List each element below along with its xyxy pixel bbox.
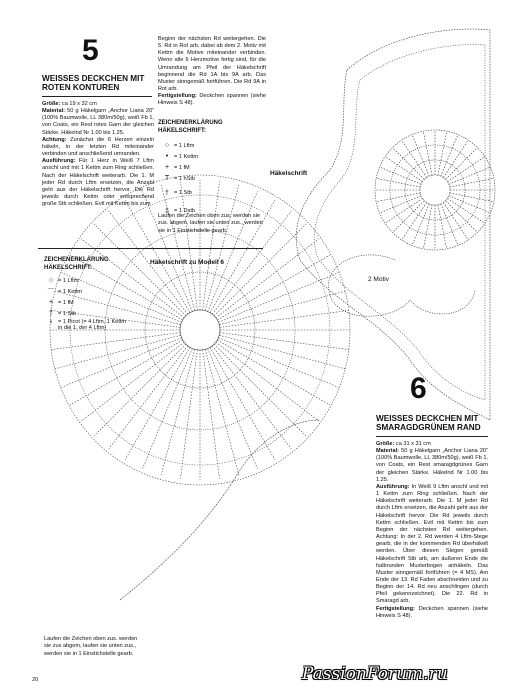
model5-legend-title: ZEICHENERKLÄRUNG HÄKELSCHRIFT:: [158, 120, 223, 134]
material-value: 50 g Häkelgarn „Anchor Liana 20“ (100% Baumwolle, LL 380m/50g), weiß Fb 1, von Coats, ein Rest rotes Garn der gleichen Stärke. Häkelnd Nr 1.00 bis 1.25.: [42, 108, 154, 136]
legend-label: = 1 Stb: [58, 310, 76, 317]
chart-spoke: [210, 347, 275, 460]
model5-instructions: [42, 101, 154, 208]
chart-spoke: [447, 157, 484, 182]
chart-spoke: [180, 350, 197, 479]
chart-spoke: [125, 347, 190, 460]
chart-spoke: [380, 167, 422, 184]
chart-spoke: [446, 201, 478, 233]
legend-label: = 1 Lftm: [58, 277, 79, 284]
material-label: Material:: [376, 448, 400, 455]
finish-value: Deckchen spannen (siehe Hinweis S 48).: [376, 605, 488, 619]
chart-spoke: [109, 346, 188, 449]
chart-spoke: [143, 348, 193, 468]
size-label: Größe:: [376, 441, 395, 447]
chart-spoke: [385, 198, 422, 223]
chart-spoke: [220, 310, 349, 327]
legend-label: = 1 Kettm: [58, 288, 83, 295]
legend-item: [160, 162, 260, 173]
legend-item: [160, 184, 260, 202]
hstb-icon: T: [164, 175, 170, 182]
finish-label: Fertigstellung:: [376, 605, 415, 612]
chart-spoke: [393, 201, 425, 233]
legend-label: = 1 Picot (= 4 Lftm, 1 Kettm in die 1. der 4 Lftm): [58, 319, 127, 331]
kettm-icon: •: [165, 153, 169, 160]
exec-label: Ausführung:: [376, 483, 410, 490]
legend-item: [160, 140, 260, 151]
legend-label: = 1 fM: [174, 164, 190, 171]
model5-instructions-cont: [158, 36, 266, 108]
divider: [376, 436, 488, 437]
picot-icon: ♀: [48, 319, 54, 326]
size-label: Größe:: [42, 101, 61, 107]
chart-spoke: [412, 204, 429, 246]
dstb-icon: ‡: [165, 207, 169, 215]
cont-text: Beginn der nächsten Rd weitergehen. Die 5. Rd in Rot arb, dabei ab dem 2. Motiv mit Kettm die Motive miteinander verbinden. Wenn alle 6 Herzmotive fertig sind, für die Umrandung am Pfeil der Häkelschrift beginnend die Rd 1A bis 9A arb. Das Muster sinngemäß fortführen. Die Rd 9A in Rot arb.: [158, 36, 266, 93]
model5-read-note: Laufen die Zeichen oben zus. werden sie zus. abgem, laufen sie unten zus., werden sie in 1 Einstichstelle gearb.: [158, 213, 263, 234]
lftm-icon: ○: [164, 142, 170, 149]
chart-spoke: [450, 193, 494, 202]
chart-spoke: [443, 202, 468, 239]
chart-spoke: [203, 350, 220, 479]
model5-number: 5: [82, 34, 99, 67]
chart-spoke: [70, 340, 183, 405]
model6-chart-label: Häkelschrift zu Modell 6: [150, 259, 225, 266]
watermark: PassionForum.ru: [302, 664, 448, 684]
finish-value: Deckchen spannen (siehe Hinweis S 48).: [158, 93, 266, 107]
chart-spoke: [214, 344, 306, 436]
model6-legend: [44, 275, 139, 349]
material-label: Material:: [42, 108, 66, 115]
legend-label: = 1 fM: [58, 299, 74, 306]
chart-spoke: [214, 224, 306, 316]
note-value: Zunächst die 6 Herzen einzeln häkeln, in der letzten Rd miteinander verbinden und anschließend umranden.: [42, 136, 154, 158]
legend-item: [44, 308, 139, 319]
legend-label: = 1 Stb: [174, 190, 192, 196]
chart-spoke: [385, 157, 422, 182]
size-value: ca 31 x 31 cm: [395, 441, 431, 447]
exec-value: In Weiß 9 Lftm anschl und mit 1 Kettm zum Ring schließen. Nach der Häkelschrift weiterarb. Die 1. M jeder Rd durch Lftm ersetzen, die Anzahl geht aus der Häkelschrift hervor. Die Rd jeweils durch Kettm schließen. Evtl mit Kettm bis zum Beginn der nächsten Rd weitergehen. Achtung: In der 2. Rd werden 4 Lftm-Stege gearb, die in der kommenden Rd überhäkelt werden. Über diesen Stegen gemäß Häkelschrift Stb arb, am äußeren Ende die halbrunden Musterbogen anhäkeln. Das Muster sinngemäß fortführen (= 4 MS). Am Ende der 13. Rd Faden abschneiden und zu Beginn der 14. Rd neu anschlingen (durch Pfeil gekennzeichnet). Die 22. Rd in Smaragd arb.: [376, 483, 488, 605]
section-divider: [38, 248, 263, 249]
chart-spoke: [449, 167, 491, 184]
model5-chart-label: Häkelschrift: [270, 170, 308, 177]
legend-item: [160, 173, 260, 184]
chart-spoke: [438, 205, 447, 249]
chart-spoke: [449, 196, 491, 213]
chart-spoke: [208, 348, 258, 468]
chart-spoke: [441, 204, 458, 246]
note-label: Achtung:: [42, 136, 67, 143]
model6-legend-title: ZEICHENERKLÄRUNG HÄKELSCHRIFT:: [44, 257, 109, 271]
model6-number: 6: [410, 372, 427, 405]
page-number: 20: [32, 677, 39, 683]
chart-spoke: [94, 344, 186, 436]
chart-spoke: [423, 205, 432, 249]
chart-spoke: [438, 131, 447, 175]
chart-spoke: [217, 340, 330, 405]
chart-spoke: [446, 148, 478, 180]
kettm-icon: ⌒: [47, 288, 55, 296]
chart-spoke: [412, 135, 429, 177]
size-value: ca 19 x 32 cm: [61, 101, 97, 107]
legend-item: [44, 275, 139, 286]
divider: [42, 96, 152, 97]
legend-label: = 1 hStb: [174, 175, 195, 182]
model6-read-note: Laufen die Zeichen oben zus. werden sie zus abgem, laufen sie unten zus., werden sie in 1 Einstichstelle gearb.: [44, 636, 138, 657]
exec-label: Ausführung:: [42, 158, 76, 165]
stb-icon: †: [49, 310, 53, 317]
stb-icon: †: [165, 189, 169, 197]
chart-spoke: [376, 193, 420, 202]
round-doily-chart: [50, 175, 350, 600]
chart-spoke: [423, 131, 432, 175]
chart-spoke: [216, 342, 319, 421]
chart-spoke: [447, 198, 484, 223]
chart-spoke: [441, 135, 458, 177]
chart-spoke: [443, 140, 468, 177]
chart-spoke: [376, 178, 420, 187]
model5-title: WEISSES DECKCHEN MIT ROTEN KONTUREN: [42, 74, 145, 93]
model6-instructions: [376, 441, 488, 620]
finish-label: Fertigstellung:: [158, 93, 197, 100]
chart-spoke: [218, 273, 338, 323]
chart-spoke: [217, 255, 330, 320]
legend-item: [44, 297, 139, 308]
chart-spoke: [380, 196, 422, 213]
chart-spoke: [402, 140, 427, 177]
legend-label: = 1 Kettm: [174, 153, 199, 160]
legend-label: = 1 Lftm: [174, 142, 195, 149]
chart-spoke: [216, 239, 319, 318]
model6-title: WEISSES DECKCHEN MIT SMARAGDGRÜNEM RAND: [376, 414, 481, 433]
chart-spoke: [402, 202, 427, 239]
chart-spoke: [81, 342, 184, 421]
legend-item: [160, 151, 260, 162]
lftm-icon: ○: [48, 277, 54, 284]
legend-label: = 1 Dstb: [174, 208, 195, 214]
heart-doily-chart: [296, 29, 495, 420]
fm-icon: +: [164, 164, 170, 171]
legend-item: [44, 319, 139, 349]
fm-icon: +: [48, 299, 54, 306]
chart-spoke: [393, 148, 425, 180]
material-value: 50 g Häkelgarn „Anchor Liana 20“ (100% Baumwolle, LL 380m/50g), weiß Fb 1, von Coats, ein Rest smaragdgrünes Garn der gleichen Stärke. Häkelnd Nr 1.00 bis 1.25.: [376, 448, 488, 483]
exec-value: Für 1 Herz in Weiß 7 Lftm anschl und mit 1 Kettm zum Ring schließen. Nach der Häkelschrift weiterarb. Die 1. M jeder Rd durch Lftm ersetzen, die Anzahl geht aus der Häkelschrift hervor. Die Rd jeweils durch Kettm oder entsprechend große Stb schließen. Evtl mit Kettm bis zum: [42, 158, 154, 208]
model5-legend: [160, 140, 260, 220]
chart-spoke: [450, 178, 494, 187]
motif-label: 2 Motiv: [368, 276, 389, 283]
legend-item: [44, 286, 139, 297]
chart-spoke: [212, 346, 291, 449]
